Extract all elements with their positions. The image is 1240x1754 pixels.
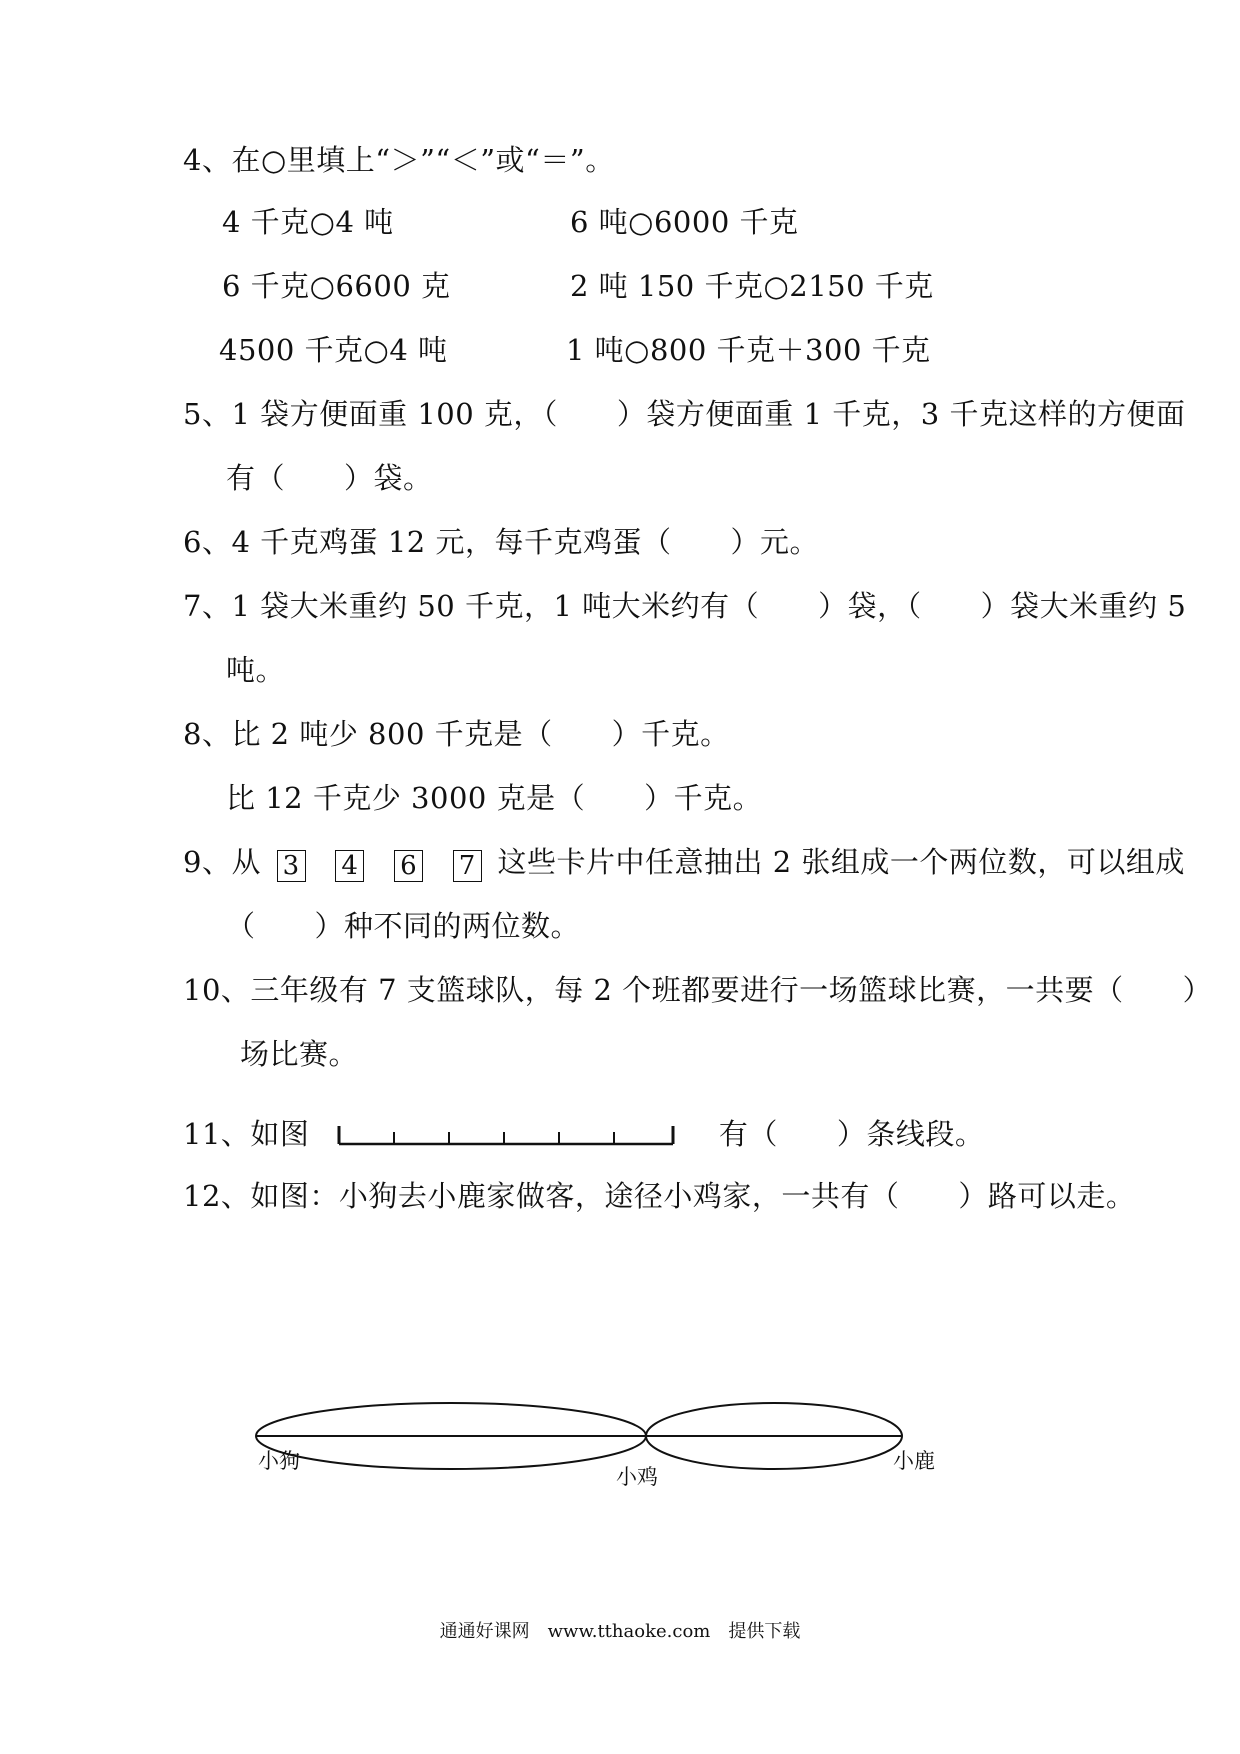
q10-line-1: 10、三年级有 7 支篮球队，每 2 个班都要进行一场篮球比赛，一共要（ ） xyxy=(183,973,1213,1007)
deer-label: 小鹿 xyxy=(893,1449,935,1473)
q8-line-1: 8、比 2 吨少 800 千克是（ ）千克。 xyxy=(183,717,730,751)
q4-title: 4、在○里填上“＞”“＜”或“＝”。 xyxy=(183,143,615,177)
q9-line-1 xyxy=(183,842,1185,882)
digit-card-4: 4 xyxy=(335,850,364,882)
q4-item-1: 4 千克○4 吨 xyxy=(222,205,394,239)
q11-suffix: 有（ ）条线段。 xyxy=(718,1117,985,1151)
q7-line-2: 吨。 xyxy=(226,653,286,687)
q5-line-1: 5、1 袋方便面重 100 克，（ ）袋方便面重 1 千克，3 千克这样的方便面 xyxy=(183,397,1186,431)
path-diagram xyxy=(250,1380,935,1500)
path-diagram-svg xyxy=(250,1380,910,1500)
q4-item-4: 2 吨 150 千克○2150 千克 xyxy=(570,269,934,303)
segment-ruler-figure xyxy=(337,1124,677,1148)
q5-line-2: 有（ ）袋。 xyxy=(226,461,433,495)
q8-line-2: 比 12 千克少 3000 克是（ ）千克。 xyxy=(226,781,763,815)
digit-card-7: 7 xyxy=(453,850,482,882)
q10-line-2: 场比赛。 xyxy=(240,1037,359,1071)
q4-item-2: 6 吨○6000 千克 xyxy=(570,205,799,239)
q7-line-1: 7、1 袋大米重约 50 千克，1 吨大米约有（ ）袋，（ ）袋大米重约 5 xyxy=(183,589,1187,623)
q12-line-1: 12、如图：小狗去小鹿家做客，途径小鸡家，一共有（ ）路可以走。 xyxy=(183,1179,1136,1213)
footer-source: 通通好课网 www.tthaoke.com 提供下载 xyxy=(439,1621,801,1642)
digit-card-6: 6 xyxy=(394,850,423,882)
q11-prefix: 11、如图 xyxy=(183,1117,310,1151)
q4-item-5: 4500 千克○4 吨 xyxy=(219,333,448,367)
q9-suffix: 这些卡片中任意抽出 2 张组成一个两位数，可以组成 xyxy=(497,845,1185,879)
chicken-label: 小鸡 xyxy=(616,1465,658,1489)
q11-line xyxy=(183,1114,984,1154)
digit-card-3: 3 xyxy=(277,850,306,882)
dog-label: 小狗 xyxy=(258,1449,300,1473)
q4-item-3: 6 千克○6600 克 xyxy=(222,269,451,303)
q4-item-6: 1 吨○800 千克＋300 千克 xyxy=(566,333,931,367)
q9-line-2: （ ）种不同的两位数。 xyxy=(226,909,581,943)
q6-line-1: 6、4 千克鸡蛋 12 元，每千克鸡蛋（ ）元。 xyxy=(183,525,819,559)
q9-prefix: 9、从 xyxy=(183,845,261,879)
